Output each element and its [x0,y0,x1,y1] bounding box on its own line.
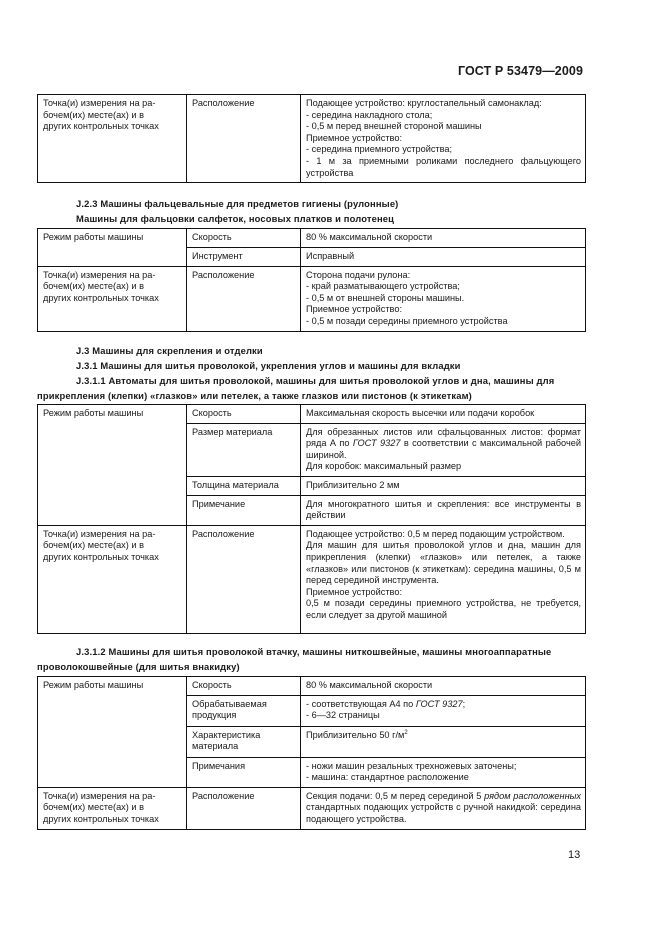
location-value-cell [301,525,586,633]
cell-text: - 0,5 м позади середины приемного устройства [306,315,508,326]
param-label-cell: Скорость [187,677,301,696]
operating-mode-cell: Режим работы машины [38,405,187,526]
param-value-cell [301,726,586,757]
cell-text: Приемное устройство: [306,586,403,597]
location-label-cell: Расположение [187,266,301,331]
param-label-cell: Скорость [187,405,301,424]
param-label-cell: Скорость [187,229,301,248]
cell-text: Точка(и) измерения на ра- [43,269,156,280]
cell-text: Приемное устройство: [306,304,403,315]
table-j311 [37,404,586,634]
param-label-cell: Инструмент [187,247,301,266]
table-j312 [37,676,586,830]
measurement-point-cell [38,95,187,183]
section-subtitle: Машины для фальцовки салфеток, носовых платков и полотенец [76,213,395,224]
cell-text: устройства [306,167,354,178]
section-title: J.3 Машины для скрепления и отделки [76,345,263,356]
param-value-cell [301,423,586,476]
cell-text: Для обрезанных листов или сфальцованных листов: формат ряда А по [306,426,581,449]
table-row [38,229,586,248]
cell-text: - 0,5 м перед внешней стороной машины [306,121,482,132]
cell-text: - край разматывающего устройства; [306,281,460,292]
cell-text: стандартных подающих устройств с ручной накидкой: середина подающего устройства. [306,802,581,824]
cell-text: Сторона подачи рулона: [306,269,411,280]
cell-text: Приемное устройство: [306,132,403,143]
location-label-cell: Расположение [187,95,301,183]
operating-mode-cell: Режим работы машины [38,677,187,788]
subsection-title-j311-cont: прикрепления (клепки) «глазков» или петелек, а также глазков или пистонов (к этикеткам) [37,390,472,401]
location-value-cell [301,266,586,331]
cell-text: Точка(и) измерения на ра- [43,98,156,108]
cell-text: - машина: стандартное расположение [306,772,469,783]
cell-text: Точка(и) измерения на ра- [43,528,156,539]
measurement-point-cell [38,787,187,829]
param-value-cell [301,757,586,787]
param-label-cell: Размер материала [187,423,301,476]
cell-text: - середина приемного устройства; [306,144,453,155]
cell-text: Подающее устройство: круглостапельный самонаклад: [306,98,542,108]
cell-text: Подающее устройство: 0,5 м перед подающим устройством. [306,528,565,539]
cell-text: в соответствии с максимальной рабочей шириной. [306,438,581,460]
param-value-cell [301,695,586,726]
param-value-cell: Для многократного шитья и скрепления: все инструменты в действии [301,495,586,525]
param-label-cell: Примечание [187,495,301,525]
cell-text: - 0,5 м от внешней стороны машины. [306,292,465,303]
subsection-title-j31: J.3.1 Машины для шитья проволокой, укрепления углов и машины для вкладки [76,360,461,371]
table-j23 [37,228,586,332]
table-row [38,677,586,696]
table-row [38,266,586,331]
superscript: 2 [404,729,408,736]
location-value-cell [301,95,586,183]
cell-text: других контрольных точках [43,121,159,132]
param-value-cell: Максимальная скорость высечки или подачи коробок [301,405,586,424]
cell-text: - соответствующая А4 по [306,698,416,709]
param-value-cell: 80 % максимальной скорости [301,229,586,248]
cell-text: других контрольных точках [43,551,159,562]
section-title: J.2.3 Машины фальцевальные для предметов гигиены (рулонные) [76,198,399,209]
table-row [38,405,586,424]
measurement-point-cell [38,266,187,331]
param-value-cell: 80 % максимальной скорости [301,677,586,696]
cell-text: - ножи машин резальных трехножевых заточены; [306,760,517,771]
param-label-cell: Толщина материала [187,476,301,495]
emphasis-text: рядом расположенных [484,790,581,801]
section-heading-j3 [37,343,585,403]
cell-text: Для машин для шитья проволокой углов и дна, машин для прикрепления (клепки) «глазков» или петелек, а также «глазков» или пистонов (к этикеткам): середина машины, 0,5 м перед серединой инструмента. [306,540,581,586]
cell-text: бочем(их) месте(ах) и в [43,281,144,292]
standard-reference: ГОСТ 9327 [415,698,463,709]
document-id-header: ГОСТ Р 53479—2009 [457,64,583,78]
cell-text: - 6—32 страницы [306,710,380,721]
param-value-cell: Приблизительно 2 мм [301,476,586,495]
param-label-cell: Примечания [187,757,301,787]
cell-text: ; [462,698,466,709]
cell-text: Точка(и) измерения на ра- [43,790,156,801]
table-j22-continuation [37,94,586,183]
location-label-cell: Расположение [187,525,301,633]
subsection-title-j312: J.3.1.2 Машины для шитья проволокой втачку, машины ниткошвейные, машины многоаппаратные [76,646,552,657]
cell-text: 0,5 м позади середины приемного устройства, не требуется, если следует за другой машиной [306,598,581,620]
cell-text: Для коробок: максимальный размер [306,461,462,472]
subsection-title-j311: J.3.1.1 Автоматы для шитья проволокой, машины для шитья проволокой углов и дна, машины для [76,375,555,386]
section-heading-j23 [37,196,585,226]
cell-text: других контрольных точках [43,292,159,303]
cell-text: других контрольных точках [43,813,159,824]
cell-text: бочем(их) месте(ах) и в [43,540,144,551]
cell-text: Приблизительно 50 г/м [306,729,405,740]
location-value-cell [301,787,586,829]
section-heading-j312 [37,644,585,674]
standard-reference: ГОСТ 9327 [352,438,401,449]
page-number: 13 [568,849,581,861]
measurement-point-cell [38,525,187,633]
location-label-cell: Расположение [187,787,301,829]
cell-text: Секция подачи: 0,5 м перед серединой 5 [306,790,485,801]
operating-mode-cell: Режим работы машины [38,229,187,267]
cell-text: - середина накладного стола; [306,109,433,120]
table-row [38,95,586,183]
subsection-title-j312-cont: проволокошвейные (для шитья внакидку) [37,661,240,672]
param-label-cell: Обрабатываемая продукция [187,695,301,726]
cell-text: - 1 м за приемными роликами последнего фальцующего [306,155,581,166]
table-row [38,787,586,829]
param-label-cell: Характеристика материала [187,726,301,757]
param-value-cell: Исправный [301,247,586,266]
cell-text: бочем(их) месте(ах) и в [43,109,144,120]
table-row [38,525,586,633]
cell-text: бочем(их) месте(ах) и в [43,802,144,813]
